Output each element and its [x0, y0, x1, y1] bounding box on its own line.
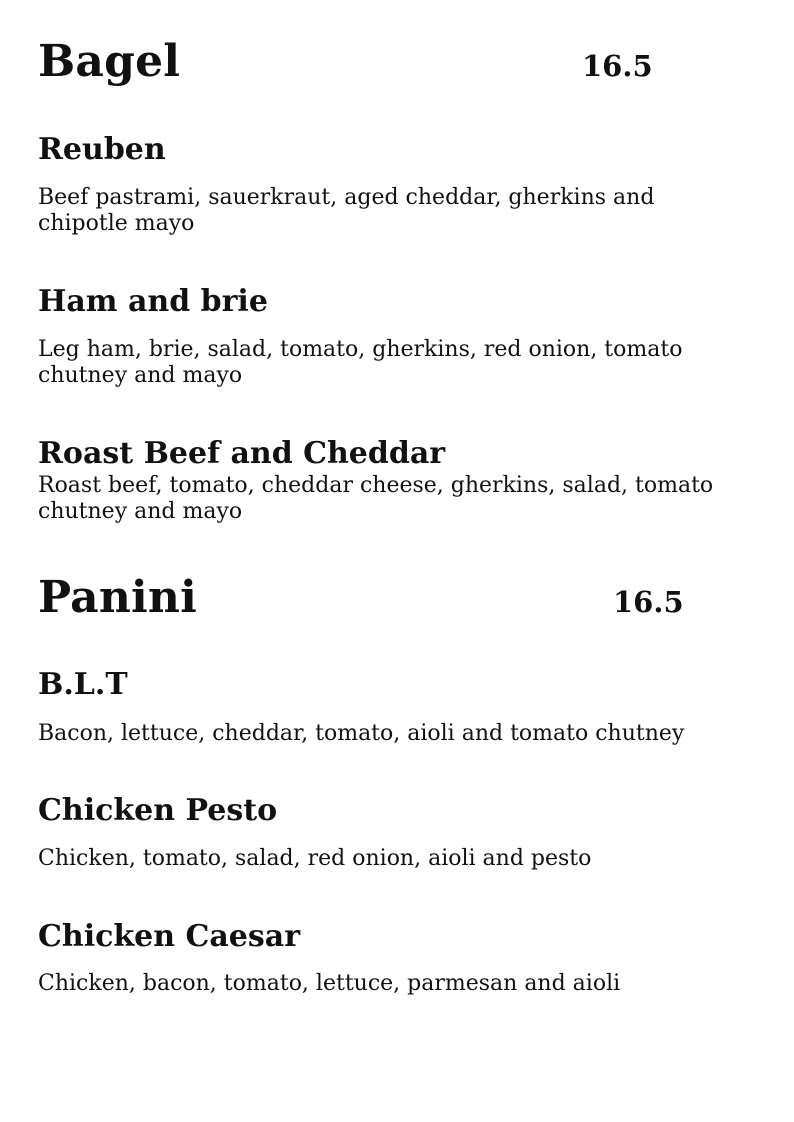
item-description-chicken-caesar: Chicken, bacon, tomato, lettuce, parmesan and aioli: [38, 971, 621, 996]
item-name-reuben: Reuben: [38, 132, 166, 167]
item-description-chicken-pesto: Chicken, tomato, salad, red onion, aioli and pesto: [38, 846, 592, 871]
section-title-bagel: Bagel: [38, 36, 181, 87]
item-name-chicken-pesto: Chicken Pesto: [38, 793, 278, 828]
section-price-panini: 16.5: [613, 585, 684, 619]
item-name-blt: B.L.T: [38, 667, 128, 702]
item-name-chicken-caesar: Chicken Caesar: [38, 919, 301, 954]
section-price-bagel: 16.5: [582, 49, 653, 83]
section-title-panini: Panini: [38, 572, 198, 623]
item-description-blt: Bacon, lettuce, cheddar, tomato, aioli and tomato chutney: [38, 721, 685, 746]
item-description-ham-and-brie: Leg ham, brie, salad, tomato, gherkins, red onion, tomato chutney and mayo: [38, 337, 683, 388]
item-description-reuben: Beef pastrami, sauerkraut, aged cheddar, gherkins and chipotle mayo: [38, 185, 655, 236]
item-name-ham-and-brie: Ham and brie: [38, 284, 268, 319]
item-description-roast-beef-and-cheddar: Roast beef, tomato, cheddar cheese, gherkins, salad, tomato chutney and mayo: [38, 473, 714, 524]
item-name-roast-beef-and-cheddar: Roast Beef and Cheddar: [38, 436, 446, 471]
